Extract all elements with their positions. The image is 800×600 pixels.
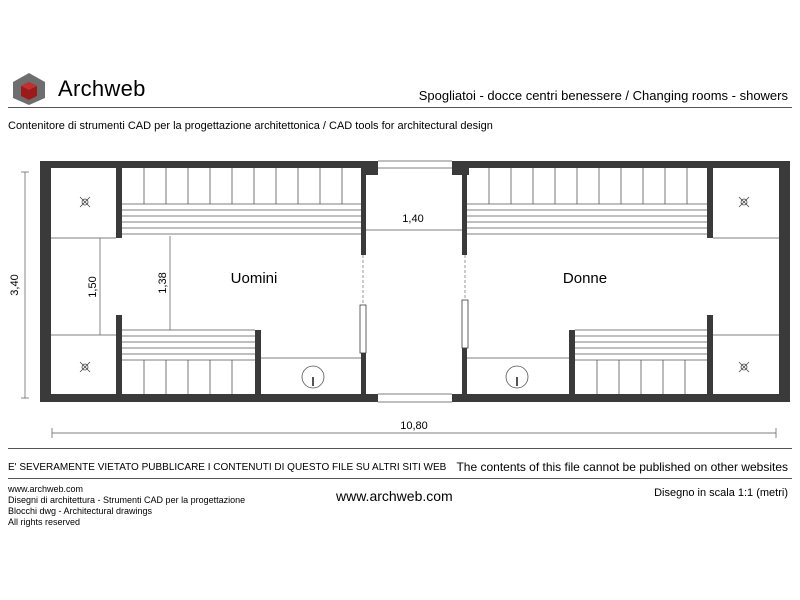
wall-left-top xyxy=(40,161,378,168)
dim-total-length: 10,80 xyxy=(400,420,428,432)
drawing-scale: Disegno in scala 1:1 (metri) xyxy=(654,487,788,499)
footer-divider xyxy=(8,448,792,449)
shower-head-icon xyxy=(80,362,90,372)
footer-divider-2 xyxy=(8,478,792,479)
footer-line: Blocchi dwg - Architectural drawings xyxy=(8,506,153,516)
lockers-right-bottom xyxy=(597,360,685,394)
dim-stall: 1,50 xyxy=(87,276,99,298)
wall-right-outer xyxy=(779,161,790,402)
shower-head-icon xyxy=(739,362,749,372)
footer-website[interactable]: www.archweb.com xyxy=(336,488,453,504)
drawing-title: Spogliatoi - docce centri benessere / Changing rooms - showers xyxy=(418,88,788,103)
dim-corridor-width: 1,40 xyxy=(402,213,424,225)
lockers-left-bottom xyxy=(144,360,232,394)
wall-right-inner-top xyxy=(462,175,467,255)
shower-head-icon xyxy=(739,197,749,207)
dim-depth: 3,40 xyxy=(9,274,21,296)
warning-italian: E' SEVERAMENTE VIETATO PUBBLICARE I CONTENUTI DI QUESTO FILE SU ALTRI SITI WEB xyxy=(8,462,447,473)
wall-right-top xyxy=(452,161,790,168)
lockers-right-top xyxy=(489,168,687,204)
wall-left-outer xyxy=(40,161,51,402)
room-label-women: Donne xyxy=(562,270,608,287)
room-label-men: Uomini xyxy=(230,270,278,287)
door-left xyxy=(360,305,366,353)
lockers-left-top xyxy=(144,168,342,204)
subtitle: Contenitore di strumenti CAD per la progettazione architettonica / CAD tools for architectural design xyxy=(8,120,493,132)
wall-left-bottom xyxy=(40,394,378,402)
footer-line: Disegni di architettura - Strumenti CAD per la progettazione xyxy=(8,495,246,505)
brand-name: Archweb xyxy=(58,76,146,101)
wall-right-bottom xyxy=(452,394,790,402)
footer-line: www.archweb.com xyxy=(8,484,84,494)
footer-line: All rights reserved xyxy=(8,517,81,527)
dim-bench: 1,38 xyxy=(157,272,169,294)
wall-left-inner-top xyxy=(361,175,366,255)
warning-english: The contents of this file cannot be published on other websites xyxy=(456,460,788,474)
shower-head-icon xyxy=(80,197,90,207)
door-right xyxy=(462,300,468,348)
